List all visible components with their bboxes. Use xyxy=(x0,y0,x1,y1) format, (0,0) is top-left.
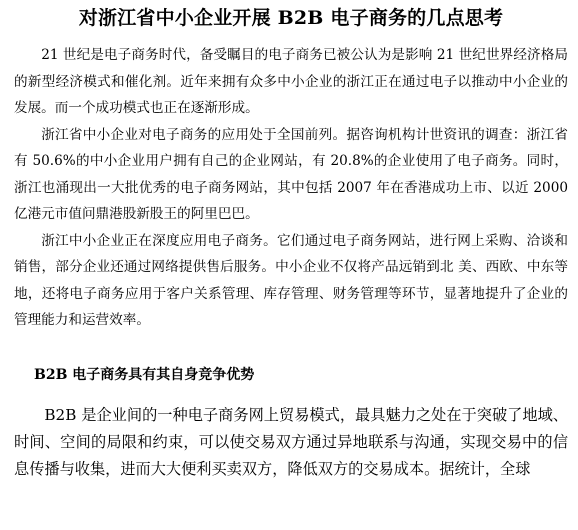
paragraph-application: 浙江省中小企业对电子商务的应用处于全国前列。据咨询机构计世资讯的调查：浙江省有 50.6%的中小企业用户拥有自己的企业网站，有 20.8%的企业使用了电子商务。同时，浙江也涌现出一大批优秀的电子商务网站，其中包括 2007 年在香港成功上市、以近 2000 亿港元市值问鼎港股新股王的阿里巴巴。 xyxy=(14,126,568,222)
section-heading: B2B 电子商务具有其自身竞争优势 xyxy=(34,366,255,383)
document-title: 对浙江省中小企业开展 B2B 电子商务的几点思考 xyxy=(78,7,504,29)
paragraph-b2b: B2B 是企业间的一种电子商务网上贸易模式，最具魅力之处在于突破了地域、时间、空间的局限和约束，可以使交易双方通过异地联系与沟通，实现交易中的信息传播与收集，进而大大便利买卖双方，降低双方的交易成本。据统计，全球 xyxy=(14,405,568,478)
paragraph-intro: 21 世纪是电子商务时代，备受瞩目的电子商务已被公认为是影响 21 世纪世界经济格局的新型经济模式和催化剂。近年来拥有众多中小企业的浙江正在通过电子以推动中小企业的发展。而一个成功模式也正在逐渐形成。 xyxy=(14,47,568,116)
paragraph-deep-use: 浙江中小企业正在深度应用电子商务。它们通过电子商务网站，进行网上采购、洽谈和销售，部分企业还通过网络提供售后服务。中小企业不仅将产品远销到北 美、西欧、中东等地，还将电子商务应用于客户关系管理、库存管理、财务管理等环节，显著地提升了企业的管理能力和运营效率。 xyxy=(14,232,568,328)
